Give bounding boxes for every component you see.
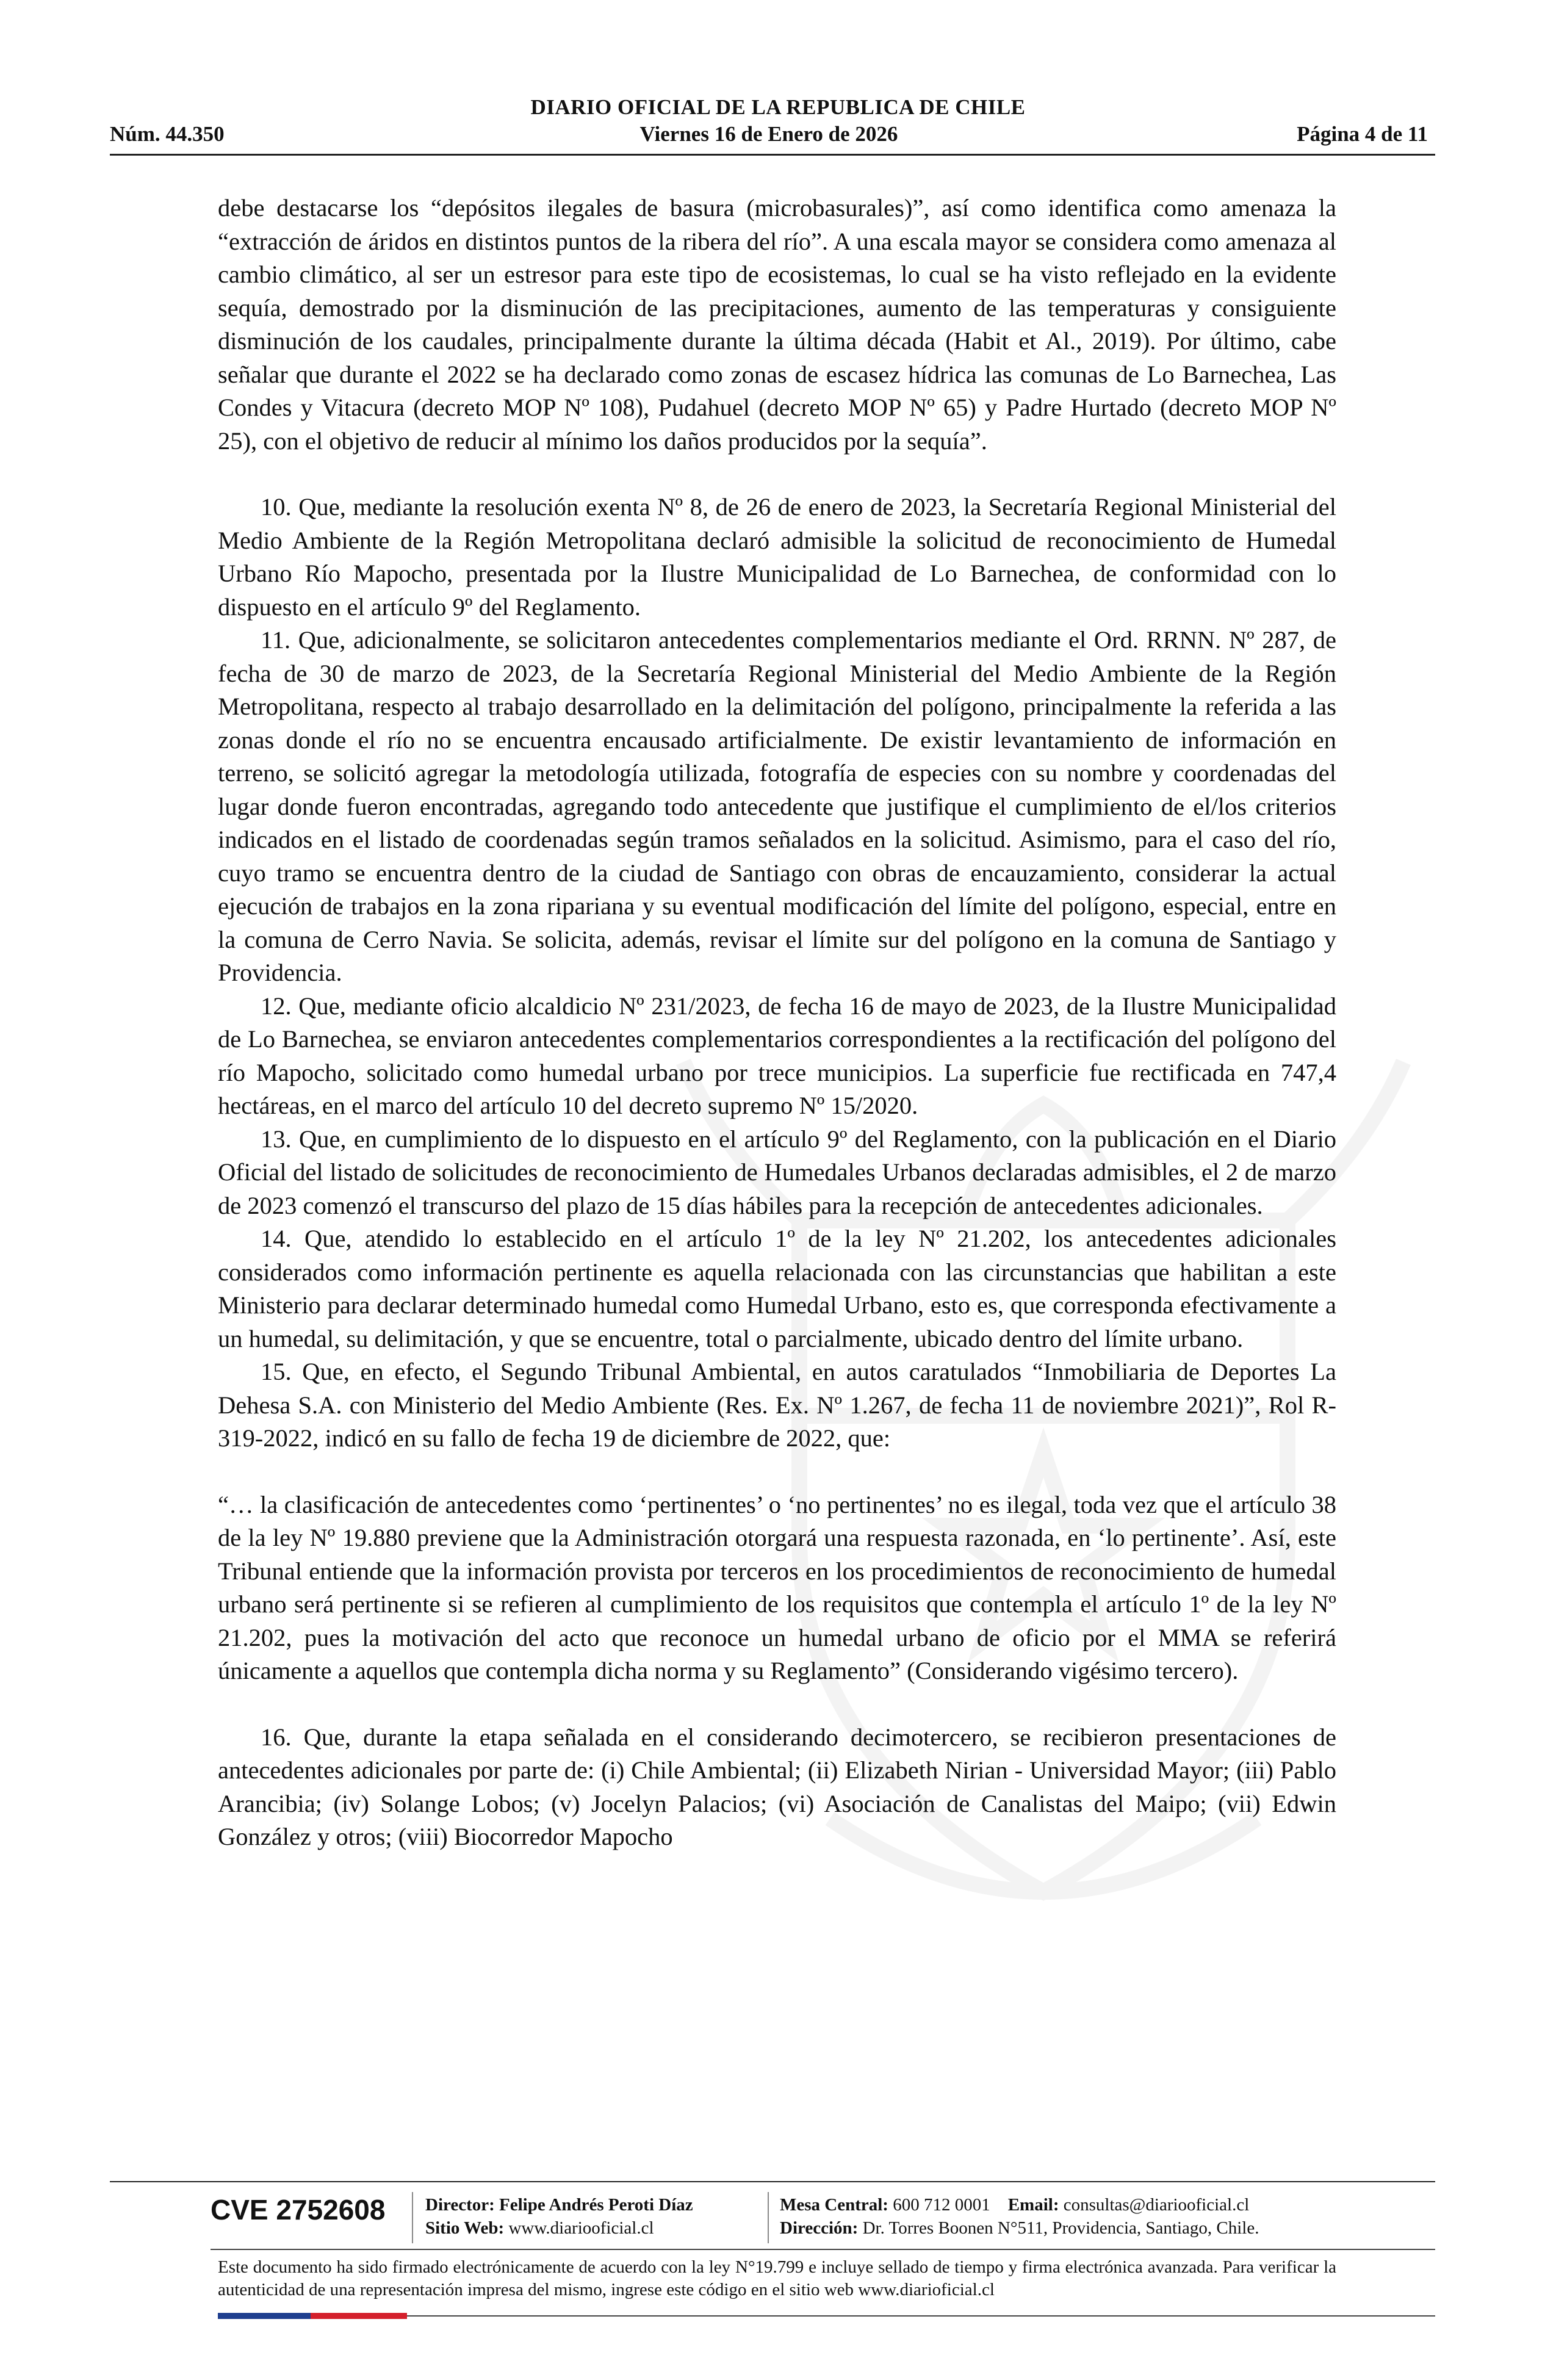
footer-divider [110, 2181, 1435, 2182]
paragraph-14: 14. Que, atendido lo establecido en el artículo 1º de la ley Nº 21.202, los antecedentes adicionales considerados como información pertinente es aquella relacionada con las circunstancias que habilitan a este Ministerio para declarar determinado humedal como Humedal Urbano, esto es, que corresponda efectivamente a un humedal, su delimitación, y que se encuentre, total o parcialmente, ubicado dentro del límite urbano. [218, 1225, 1336, 1352]
issue-number: Núm. 44.350 [110, 122, 225, 146]
website-label: Sitio Web: [425, 2218, 505, 2238]
flag-stripe-blue [218, 2313, 311, 2319]
footer-director-block [425, 2193, 693, 2240]
paragraph-12: 12. Que, mediante oficio alcaldicio Nº 231/2023, de fecha 16 de mayo de 2023, de la Ilustre Municipalidad de Lo Barnechea, se enviaron antecedentes complementarios correspondientes a la rectificación del polígono del río Mapocho, solicitado como humedal urbano por trece municipios. La superficie fue rectificada en 747,4 hectáreas, en el marco del artículo 10 del decreto supremo Nº 15/2020. [218, 992, 1336, 1119]
footer-separator [768, 2192, 769, 2243]
page-indicator: Página 4 de 11 [1297, 122, 1428, 146]
electronic-signature-notice: Este documento ha sido firmado electrónicamente de acuerdo con la ley N°19.799 e incluye sellado de tiempo y firma electrónica avanzada. Para verificar la autenticidad de una representación impresa del mismo, ingrese este código en el sitio web www.diarioficial.cl [218, 2257, 1336, 2299]
paragraph-13: 13. Que, en cumplimiento de lo dispuesto en el artículo 9º del Reglamento, con la publicación en el Diario Oficial del listado de solicitudes de reconocimiento de Humedales Urbanos declaradas admisibles, el 2 de marzo de 2023 comenzó el transcurso del plazo de 15 días hábiles para la recepción de antecedentes adicionales. [218, 1125, 1336, 1219]
paragraph-11: 11. Que, adicionalmente, se solicitaron antecedentes complementarios mediante el Ord. RRNN. Nº 287, de fecha de 30 de marzo de 2023, de la Secretaría Regional Ministerial del Medio Ambiente de la Región Metropolitana, respecto al trabajo desarrollado en la delimitación del polígono, principalmente la referida a las zonas donde el río no se encuentra encausado artificialmente. De existir levantamiento de información en terreno, se solicitó agregar la metodología utilizada, fotografía de especies con su nombre y coordenadas del lugar donde fueron encontradas, agregando todo antecedente que justifique el cumplimiento de el/los criterios indicados en el listado de coordenadas según tramos señalados en la solicitud. Asimismo, para el caso del río, cuyo tramo se encuentra dentro de la ciudad de Santiago con obras de encauzamiento, considerar la actual ejecución de trabajos en la zona ripariana y su eventual modificación del límite del polígono, especial, entre en la comuna de Cerro Navia. Se solicita, además, revisar el límite sur del polígono en la comuna de Santiago y Providencia. [218, 626, 1336, 986]
paragraph-gap [218, 1455, 1336, 1488]
newspaper-title: DIARIO OFICIAL DE LA REPUBLICA DE CHILE [530, 95, 1026, 119]
director-label: Director: [425, 2195, 495, 2215]
phone-number: 600 712 0001 [893, 2195, 990, 2215]
paragraph-15: 15. Que, en efecto, el Segundo Tribunal Ambiental, en autos caratulados “Inmobiliaria de Deportes La Dehesa S.A. con Ministerio del Medio Ambiente (Res. Ex. Nº 1.267, de fecha 11 de noviembre 2021)”, Rol R-319-2022, indicó en su fallo de fecha 19 de diciembre de 2022, que: [218, 1358, 1336, 1452]
director-name: Felipe Andrés Peroti Díaz [499, 2195, 693, 2215]
address-label: Dirección: [780, 2218, 859, 2238]
issue-date: Viernes 16 de Enero de 2026 [639, 122, 898, 146]
document-body [218, 192, 1336, 1854]
phone-label: Mesa Central: [780, 2195, 888, 2215]
address-value: Dr. Torres Boonen N°511, Providencia, Santiago, Chile. [862, 2218, 1259, 2238]
email-label: Email: [1007, 2195, 1059, 2215]
header-divider [110, 154, 1435, 156]
cve-code: CVE 2752608 [211, 2194, 386, 2226]
footer-inner-divider [211, 2249, 1435, 2250]
paragraph-continuation: debe destacarse los “depósitos ilegales de basura (microbasurales)”, así como identifica como amenaza la “extracción de áridos en distintos puntos de la ribera del río”. A una escala mayor se considera como amenaza al cambio climático, al ser un estresor para este tipo de ecosistemas, lo cual se ha visto reflejado en la evidente sequía, demostrado por la disminución de las precipitaciones, aumento de las temperaturas y consiguiente disminución de los caudales, principalmente durante la última década (Habit et Al., 2019). Por último, cabe señalar que durante el 2022 se ha declarado como zonas de escasez hídrica las comunas de Lo Barnechea, Las Condes y Vitacura (decreto MOP Nº 108), Pudahuel (decreto MOP Nº 65) y Padre Hurtado (decreto MOP Nº 25), con el objetivo de reducir al mínimo los daños producidos por la sequía”. [218, 194, 1336, 455]
footer-contact-block [780, 2193, 1259, 2240]
website-link[interactable]: www.diariooficial.cl [508, 2218, 654, 2238]
paragraph-gap [218, 458, 1336, 491]
paragraph-10: 10. Que, mediante la resolución exenta Nº 8, de 26 de enero de 2023, la Secretaría Regional Ministerial del Medio Ambiente de la Región Metropolitana declaró admisible la solicitud de reconocimiento de Humedal Urbano Río Mapocho, presentada por la Ilustre Municipalidad de Lo Barnechea, de conformidad con lo dispuesto en el artículo 9º del Reglamento. [218, 493, 1336, 621]
page-header [110, 122, 1428, 149]
paragraph-16: 16. Que, durante la etapa señalada en el considerando decimotercero, se recibieron presentaciones de antecedentes adicionales por parte de: (i) Chile Ambiental; (ii) Elizabeth Nirian - Universidad Mayor; (iii) Pablo Arancibia; (iv) Solange Lobos; (v) Jocelyn Palacios; (vi) Asociación de Canalistas del Maipo; (vii) Edwin González y otros; (viii) Biocorredor Mapocho [218, 1723, 1336, 1850]
flag-stripe-red [311, 2313, 407, 2319]
footer-bottom-line [407, 2315, 1435, 2317]
court-quote: “… la clasificación de antecedentes como ‘pertinentes’ o ‘no pertinentes’ no es ilegal, toda vez que el artículo 38 de la ley Nº 19.880 previene que la Administración otorgará una respuesta razonada, en ‘lo pertinente’. Así, este Tribunal entiende que la información provista por terceros en los procedimientos de reconocimiento de humedal urbano será pertinente si se refieren al cumplimiento de los requisitos que contempla el artículo 1º de la ley Nº 21.202, pues la motivación del acto que reconoce un humedal urbano de oficio por el MMA se referirá únicamente a aquellos que contempla dicha norma y su Reglamento” (Considerando vigésimo tercero). [218, 1490, 1336, 1684]
footer-separator [412, 2192, 413, 2243]
paragraph-gap [218, 1688, 1336, 1721]
email-link[interactable]: consultas@diariooficial.cl [1063, 2195, 1250, 2215]
